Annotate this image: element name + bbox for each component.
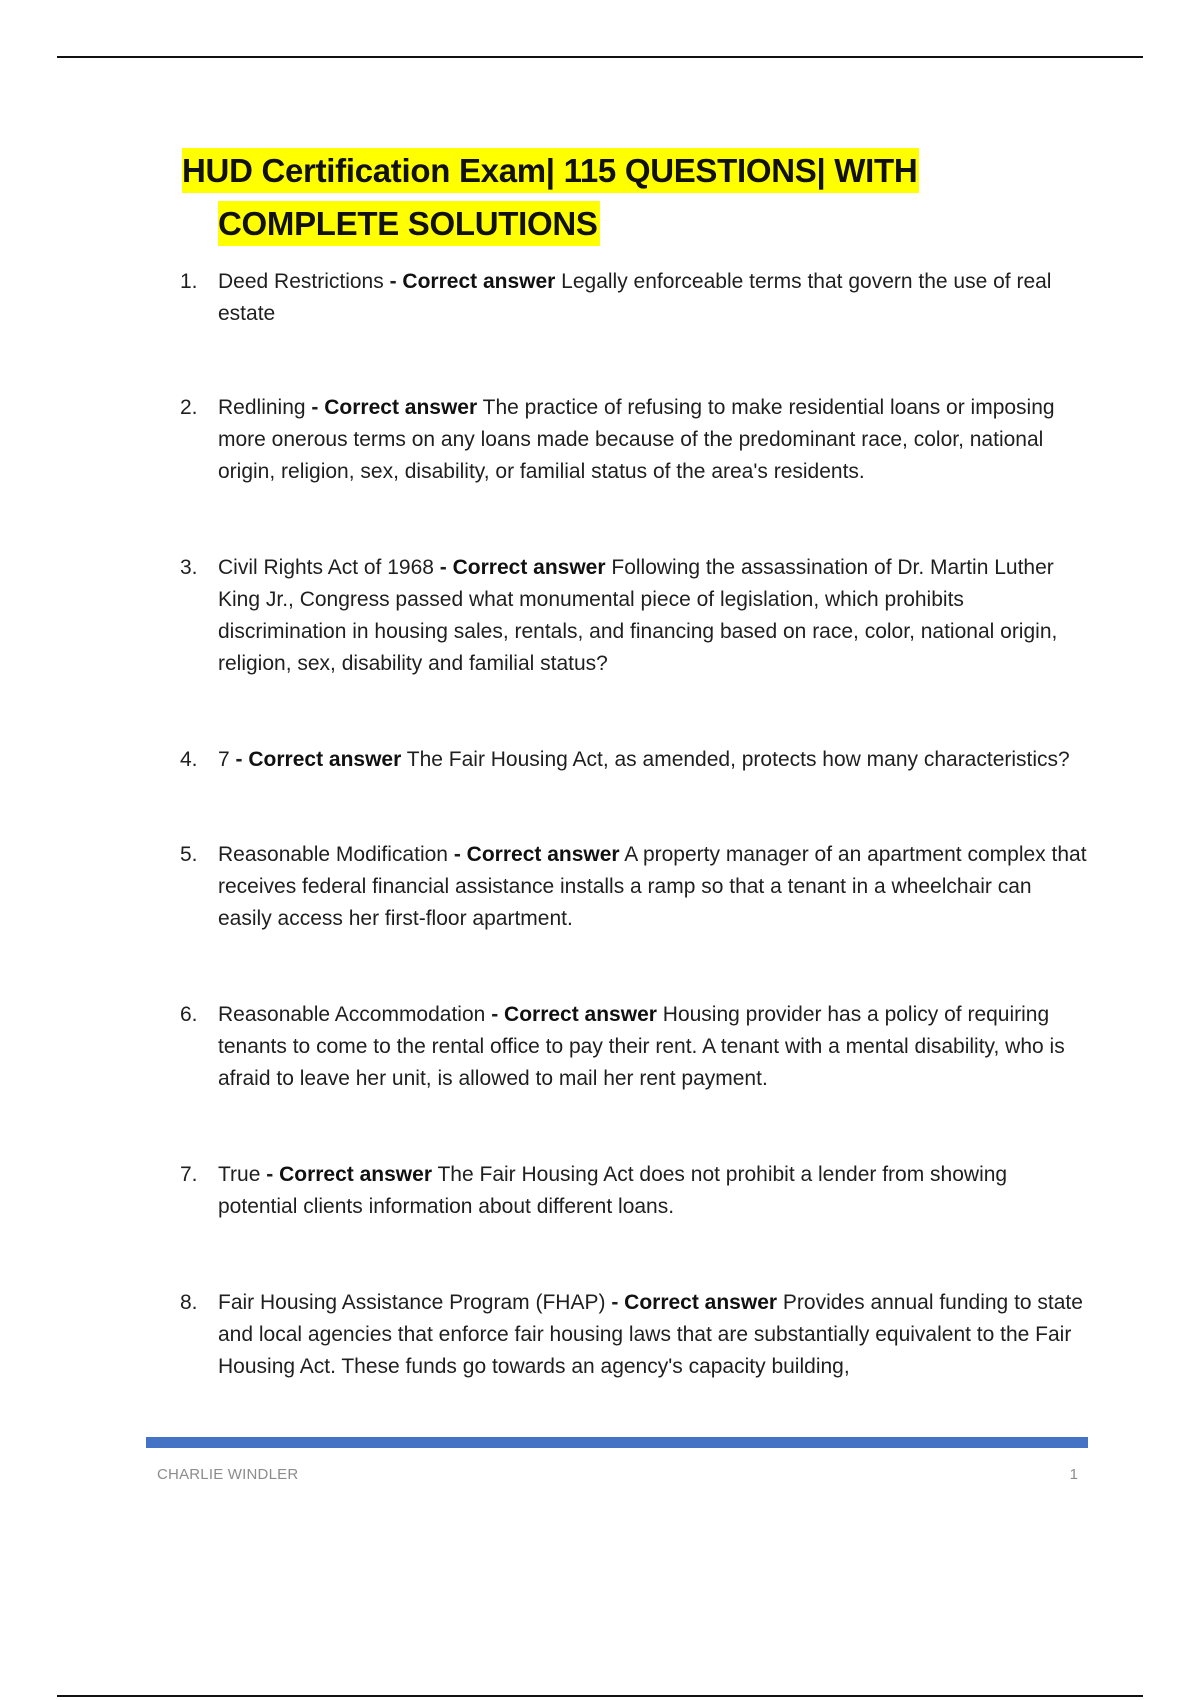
question-answer: A property manager of an apartment complex that receives federal financial assistance installs a ramp so that a tenant in a wheelchair can easily access her first-floor apartment. — [218, 843, 1087, 930]
correct-answer-label: Correct answer — [452, 556, 606, 579]
correct-answer-label: Correct answer — [504, 1003, 657, 1026]
question-term: Deed Restrictions — [218, 270, 384, 293]
question-number: 1. — [180, 270, 198, 293]
question-term: Reasonable Accommodation — [218, 1003, 486, 1026]
question-number: 6. — [180, 1003, 198, 1026]
question-answer: The practice of refusing to make residential loans or imposing more onerous terms on any loans made because of the predominant race, color, national origin, religion, sex, disability, or familial status of the area's residents. — [218, 396, 1055, 483]
correct-answer-label: Correct answer — [624, 1291, 778, 1314]
question-term: True — [218, 1163, 261, 1186]
top-rule — [57, 56, 1143, 58]
question-list — [180, 266, 1090, 1383]
question-term: 7 — [218, 748, 230, 771]
question-item-4 — [180, 744, 1090, 776]
document-title — [182, 144, 1082, 250]
title-line-1-text: HUD Certification Exam| 115 QUESTIONS| WITH — [182, 148, 919, 193]
question-number: 2. — [180, 396, 198, 419]
question-item-2 — [180, 392, 1090, 488]
correct-answer-label: Correct answer — [402, 270, 556, 293]
correct-answer-label: Correct answer — [324, 396, 478, 419]
correct-answer-label: Correct answer — [279, 1163, 432, 1186]
question-answer: Following the assassination of Dr. Martin Luther King Jr., Congress passed what monumental piece of legislation, which prohibits discrimination in housing sales, rentals, and financing based on race, color, national origin, religion, sex, disability and familial status? — [218, 556, 1058, 675]
separator: - — [235, 748, 243, 771]
question-item-8 — [180, 1287, 1090, 1383]
question-number: 8. — [180, 1291, 198, 1314]
footer-author: CHARLIE WINDLER — [157, 1466, 299, 1483]
question-item-3 — [180, 552, 1090, 680]
question-answer: The Fair Housing Act does not prohibit a lender from showing potential clients information about different loans. — [218, 1163, 1008, 1218]
question-term: Civil Rights Act of 1968 — [218, 556, 434, 579]
question-answer: Legally enforceable terms that govern the use of real estate — [218, 270, 1052, 325]
question-item-1 — [180, 266, 1090, 330]
title-line-2 — [182, 197, 1082, 250]
title-line-2-text: COMPLETE SOLUTIONS — [218, 201, 600, 246]
question-number: 3. — [180, 556, 198, 579]
correct-answer-label: Correct answer — [466, 843, 620, 866]
separator: - — [491, 1003, 499, 1026]
footer-page-number: 1 — [1069, 1466, 1078, 1483]
question-answer: Housing provider has a policy of requiring tenants to come to the rental office to pay their rent. A tenant with a mental disability, who is afraid to leave her unit, is allowed to mail her rent payment. — [218, 1003, 1065, 1090]
separator: - — [453, 843, 461, 866]
separator: - — [389, 270, 397, 293]
footer-divider-bar — [146, 1437, 1088, 1448]
question-term: Fair Housing Assistance Program (FHAP) — [218, 1291, 606, 1314]
question-term: Reasonable Modification — [218, 843, 448, 866]
separator: - — [311, 396, 319, 419]
question-number: 5. — [180, 843, 198, 866]
question-number: 4. — [180, 748, 198, 771]
separator: - — [439, 556, 447, 579]
separator: - — [611, 1291, 619, 1314]
question-answer: The Fair Housing Act, as amended, protects how many characteristics? — [406, 748, 1070, 771]
title-line-1 — [182, 144, 1082, 197]
separator: - — [266, 1163, 274, 1186]
question-term: Redlining — [218, 396, 306, 419]
question-item-5 — [180, 839, 1090, 935]
question-item-6 — [180, 999, 1090, 1095]
correct-answer-label: Correct answer — [248, 748, 402, 771]
bottom-rule — [57, 1695, 1143, 1697]
question-item-7 — [180, 1159, 1090, 1223]
question-number: 7. — [180, 1163, 198, 1186]
question-answer: Provides annual funding to state and local agencies that enforce fair housing laws that are substantially equivalent to the Fair Housing Act. These funds go towards an agency's capacity building, — [218, 1291, 1083, 1378]
